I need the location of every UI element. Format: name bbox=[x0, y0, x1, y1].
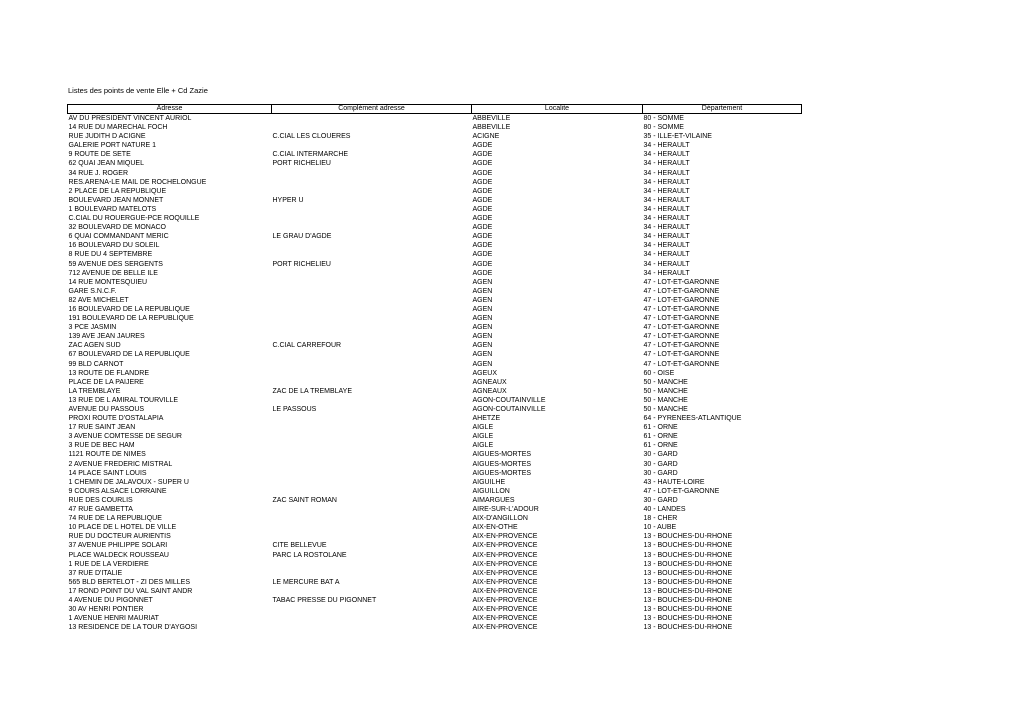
cell-localite: AGNEAUX bbox=[472, 387, 507, 395]
cell-departement: 30 - GARD bbox=[643, 496, 678, 504]
cell-complement-adresse bbox=[272, 369, 472, 378]
table-row bbox=[68, 614, 802, 623]
cell-localite: AIX-EN-PROVENCE bbox=[472, 533, 538, 541]
cell-departement: 47 - LOT-ET-GARONNE bbox=[643, 324, 720, 332]
cell-departement: 47 - LOT-ET-GARONNE bbox=[643, 315, 720, 323]
cell-complement-adresse bbox=[272, 350, 472, 359]
cell-departement: 47 - LOT-ET-GARONNE bbox=[643, 333, 720, 341]
cell-localite: AIX-EN-PROVENCE bbox=[472, 587, 538, 595]
cell-adresse: 8 RUE DU 4 SEPTEMBRE bbox=[68, 251, 153, 259]
cell-adresse: 1 BOULEVARD MATELOTS bbox=[68, 205, 157, 213]
cell-departement: 61 - ORNE bbox=[643, 424, 678, 432]
cell-complement-adresse: PARC LA ROSTOLANE bbox=[272, 551, 347, 559]
table-row bbox=[68, 159, 802, 168]
cell-localite: ACIGNE bbox=[472, 133, 500, 141]
table-row bbox=[68, 605, 802, 614]
table-row bbox=[68, 332, 802, 341]
cell-departement: 34 - HERAULT bbox=[643, 187, 690, 195]
cell-departement: 34 - HERAULT bbox=[643, 251, 690, 259]
cell-complement-adresse bbox=[272, 505, 472, 514]
table-row bbox=[68, 132, 802, 141]
cell-adresse: 712 AVENUE DE BELLE ILE bbox=[68, 269, 158, 277]
cell-departement: 13 - BOUCHES-DU-RHONE bbox=[643, 533, 733, 541]
cell-localite: ABBEVILLE bbox=[472, 124, 511, 132]
table-row bbox=[68, 314, 802, 323]
cell-complement-adresse bbox=[272, 469, 472, 478]
cell-localite: AIRE-SUR-L'ADOUR bbox=[472, 506, 539, 514]
cell-departement: 61 - ORNE bbox=[643, 433, 678, 441]
cell-complement-adresse bbox=[272, 623, 472, 632]
cell-departement: 34 - HERAULT bbox=[643, 233, 690, 241]
table-row bbox=[68, 478, 802, 487]
table-row bbox=[68, 114, 802, 124]
cell-localite: AHETZE bbox=[472, 415, 501, 423]
table-row bbox=[68, 414, 802, 423]
header-complement-adresse: Complément adresse bbox=[272, 105, 472, 114]
table-header bbox=[68, 105, 802, 114]
cell-localite: AGDE bbox=[472, 142, 493, 150]
cell-departement: 34 - HERAULT bbox=[643, 205, 690, 213]
table-row bbox=[68, 169, 802, 178]
points-of-sale-table bbox=[67, 104, 802, 632]
table-row bbox=[68, 214, 802, 223]
cell-localite: AGDE bbox=[472, 215, 493, 223]
cell-localite: AGEN bbox=[472, 278, 493, 286]
cell-departement: 30 - GARD bbox=[643, 460, 678, 468]
cell-adresse: 1121 ROUTE DE NIMES bbox=[68, 451, 146, 459]
cell-complement-adresse bbox=[272, 169, 472, 178]
table-row bbox=[68, 469, 802, 478]
table-row bbox=[68, 241, 802, 250]
cell-adresse: 13 RUE DE L AMIRAL TOURVILLE bbox=[68, 396, 179, 404]
cell-complement-adresse bbox=[272, 587, 472, 596]
cell-localite: AGEN bbox=[472, 360, 493, 368]
cell-adresse: 139 AVE JEAN JAURES bbox=[68, 333, 145, 341]
cell-complement-adresse bbox=[272, 569, 472, 578]
table-row bbox=[68, 460, 802, 469]
table-row bbox=[68, 387, 802, 396]
table-row bbox=[68, 532, 802, 541]
cell-adresse: 14 PLACE SAINT LOUIS bbox=[68, 469, 147, 477]
table-row bbox=[68, 196, 802, 205]
table-row bbox=[68, 278, 802, 287]
cell-localite: AIGUES-MORTES bbox=[472, 460, 532, 468]
cell-adresse: 30 AV HENRI PONTIER bbox=[68, 606, 144, 614]
cell-adresse: RES.ARENA-LE MAIL DE ROCHELONGUE bbox=[68, 178, 207, 186]
cell-adresse: 34 RUE J. ROGER bbox=[68, 169, 129, 177]
cell-localite: AIGLE bbox=[472, 442, 494, 450]
cell-localite: AGDE bbox=[472, 151, 493, 159]
table-row bbox=[68, 405, 802, 414]
cell-complement-adresse bbox=[272, 432, 472, 441]
cell-localite: AIGLE bbox=[472, 424, 494, 432]
cell-complement-adresse: ZAC DE LA TREMBLAYE bbox=[272, 387, 352, 395]
table-row bbox=[68, 523, 802, 532]
cell-departement: 47 - LOT-ET-GARONNE bbox=[643, 278, 720, 286]
cell-complement-adresse bbox=[272, 360, 472, 369]
cell-localite: ABBEVILLE bbox=[472, 115, 511, 122]
cell-complement-adresse bbox=[272, 314, 472, 323]
cell-adresse: 3 RUE DE BEC HAM bbox=[68, 442, 135, 450]
cell-localite: AIX-EN-PROVENCE bbox=[472, 606, 538, 614]
cell-departement: 80 - SOMME bbox=[643, 115, 684, 122]
cell-departement: 34 - HERAULT bbox=[643, 269, 690, 277]
cell-localite: AGEN bbox=[472, 315, 493, 323]
header-row bbox=[68, 105, 802, 114]
table-row bbox=[68, 587, 802, 596]
table-row bbox=[68, 541, 802, 550]
cell-departement: 13 - BOUCHES-DU-RHONE bbox=[643, 596, 733, 604]
cell-complement-adresse bbox=[272, 423, 472, 432]
cell-adresse: 17 RUE SAINT JEAN bbox=[68, 424, 136, 432]
cell-departement: 43 - HAUTE-LOIRE bbox=[643, 478, 705, 486]
cell-complement-adresse: C.CIAL INTERMARCHE bbox=[272, 151, 349, 159]
cell-adresse: 6 QUAI COMMANDANT MERIC bbox=[68, 233, 169, 241]
cell-adresse: 1 AVENUE HENRI MAURIAT bbox=[68, 615, 159, 623]
cell-departement: 60 - OISE bbox=[643, 369, 675, 377]
table-row bbox=[68, 396, 802, 405]
cell-adresse: 2 PLACE DE LA REPUBLIQUE bbox=[68, 187, 167, 195]
table-row bbox=[68, 505, 802, 514]
table-row bbox=[68, 178, 802, 187]
cell-adresse: 32 BOULEVARD DE MONACO bbox=[68, 224, 167, 232]
cell-complement-adresse bbox=[272, 114, 472, 124]
table-row bbox=[68, 123, 802, 132]
cell-departement: 64 - PYRENEES-ATLANTIQUE bbox=[643, 415, 742, 423]
table-row bbox=[68, 323, 802, 332]
cell-complement-adresse bbox=[272, 560, 472, 569]
cell-adresse: 565 BLD BERTELOT - ZI DES MILLES bbox=[68, 578, 191, 586]
cell-localite: AIX-EN-PROVENCE bbox=[472, 615, 538, 623]
header-departement: Département bbox=[643, 105, 802, 114]
table-row bbox=[68, 141, 802, 150]
cell-localite: AIGUILHE bbox=[472, 478, 506, 486]
cell-localite: AGDE bbox=[472, 269, 493, 277]
cell-complement-adresse bbox=[272, 250, 472, 259]
cell-adresse: 1 CHEMIN DE JALAVOUX - SUPER U bbox=[68, 478, 189, 486]
cell-adresse: 9 COURS ALSACE LORRAINE bbox=[68, 487, 167, 495]
cell-localite: AGEN bbox=[472, 287, 493, 295]
cell-localite: AGDE bbox=[472, 242, 493, 250]
cell-departement: 35 - ILLE-ET-VILAINE bbox=[643, 133, 712, 141]
cell-complement-adresse bbox=[272, 205, 472, 214]
cell-complement-adresse bbox=[272, 305, 472, 314]
cell-adresse: RUE JUDITH D ACIGNE bbox=[68, 133, 146, 141]
cell-complement-adresse bbox=[272, 487, 472, 496]
table-row bbox=[68, 232, 802, 241]
cell-departement: 34 - HERAULT bbox=[643, 260, 690, 268]
cell-localite: AGON-COUTAINVILLE bbox=[472, 396, 546, 404]
cell-localite: AIMARGUES bbox=[472, 496, 515, 504]
cell-adresse: 37 AVENUE PHILIPPE SOLARI bbox=[68, 542, 168, 550]
cell-localite: AGEN bbox=[472, 342, 493, 350]
cell-complement-adresse bbox=[272, 214, 472, 223]
cell-localite: AGEN bbox=[472, 324, 493, 332]
cell-complement-adresse bbox=[272, 223, 472, 232]
cell-adresse: 13 ROUTE DE FLANDRE bbox=[68, 369, 150, 377]
cell-departement: 50 - MANCHE bbox=[643, 387, 688, 395]
cell-complement-adresse: PORT RICHELIEU bbox=[272, 160, 331, 168]
cell-adresse: BOULEVARD JEAN MONNET bbox=[68, 196, 164, 204]
cell-localite: AIX-EN-PROVENCE bbox=[472, 551, 538, 559]
cell-complement-adresse bbox=[272, 323, 472, 332]
cell-adresse: 37 RUE D'ITALIE bbox=[68, 569, 123, 577]
cell-localite: AGDE bbox=[472, 178, 493, 186]
cell-localite: AGDE bbox=[472, 233, 493, 241]
cell-adresse: RUE DU DOCTEUR AURIENTIS bbox=[68, 533, 171, 541]
table-row bbox=[68, 496, 802, 505]
cell-departement: 34 - HERAULT bbox=[643, 224, 690, 232]
cell-departement: 34 - HERAULT bbox=[643, 178, 690, 186]
cell-complement-adresse bbox=[272, 287, 472, 296]
cell-complement-adresse bbox=[272, 614, 472, 623]
cell-adresse: 14 RUE DU MARECHAL FOCH bbox=[68, 124, 168, 132]
cell-departement: 34 - HERAULT bbox=[643, 215, 690, 223]
cell-localite: AGEN bbox=[472, 333, 493, 341]
table-row bbox=[68, 369, 802, 378]
cell-localite: AIGUES-MORTES bbox=[472, 469, 532, 477]
cell-adresse: GALERIE PORT NATURE 1 bbox=[68, 142, 157, 150]
table-row bbox=[68, 305, 802, 314]
cell-complement-adresse bbox=[272, 123, 472, 132]
cell-adresse: 99 BLD CARNOT bbox=[68, 360, 124, 368]
cell-localite: AGDE bbox=[472, 205, 493, 213]
cell-complement-adresse: C.CIAL CARREFOUR bbox=[272, 342, 342, 350]
cell-complement-adresse: PORT RICHELIEU bbox=[272, 260, 331, 268]
cell-localite: AIGUES-MORTES bbox=[472, 451, 532, 459]
cell-departement: 61 - ORNE bbox=[643, 442, 678, 450]
cell-adresse: LA TREMBLAYE bbox=[68, 387, 121, 395]
table-row bbox=[68, 269, 802, 278]
cell-adresse: 74 RUE DE LA REPUBLIQUE bbox=[68, 515, 162, 523]
cell-adresse: 2 AVENUE FREDERIC MISTRAL bbox=[68, 460, 173, 468]
cell-adresse: 62 QUAI JEAN MIQUEL bbox=[68, 160, 144, 168]
cell-departement: 47 - LOT-ET-GARONNE bbox=[643, 287, 720, 295]
cell-adresse: GARE S.N.C.F. bbox=[68, 287, 117, 295]
cell-adresse: 67 BOULEVARD DE LA REPUBLIQUE bbox=[68, 351, 190, 359]
table-row bbox=[68, 250, 802, 259]
cell-departement: 30 - GARD bbox=[643, 469, 678, 477]
cell-complement-adresse bbox=[272, 523, 472, 532]
cell-localite: AIX-D'ANGILLON bbox=[472, 515, 528, 523]
table-row bbox=[68, 350, 802, 359]
table-row bbox=[68, 378, 802, 387]
cell-localite: AIX-EN-PROVENCE bbox=[472, 578, 538, 586]
cell-adresse: AV DU PRESIDENT VINCENT AURIOL bbox=[68, 115, 192, 122]
cell-complement-adresse bbox=[272, 514, 472, 523]
cell-localite: AGEN bbox=[472, 305, 493, 313]
cell-departement: 34 - HERAULT bbox=[643, 160, 690, 168]
cell-complement-adresse bbox=[272, 296, 472, 305]
cell-complement-adresse bbox=[272, 450, 472, 459]
table-row bbox=[68, 596, 802, 605]
cell-adresse: ZAC AGEN SUD bbox=[68, 342, 121, 350]
table-row bbox=[68, 205, 802, 214]
cell-complement-adresse: CITE BELLEVUE bbox=[272, 542, 327, 550]
cell-departement: 47 - LOT-ET-GARONNE bbox=[643, 351, 720, 359]
cell-localite: AIGUILLON bbox=[472, 487, 510, 495]
cell-adresse: PLACE DE LA PAIJERE bbox=[68, 378, 144, 386]
table-row bbox=[68, 514, 802, 523]
cell-departement: 50 - MANCHE bbox=[643, 396, 688, 404]
cell-departement: 47 - LOT-ET-GARONNE bbox=[643, 360, 720, 368]
cell-adresse: 13 RESIDENCE DE LA TOUR D'AYGOSI bbox=[68, 624, 198, 632]
cell-adresse: 16 BOULEVARD DU SOLEIL bbox=[68, 242, 160, 250]
table-row bbox=[68, 578, 802, 587]
cell-adresse: 17 ROND POINT DU VAL SAINT ANDR bbox=[68, 587, 193, 595]
cell-adresse: RUE DES COURLIS bbox=[68, 496, 133, 504]
cell-adresse: AVENUE DU PASSOUS bbox=[68, 406, 145, 413]
cell-departement: 50 - MANCHE bbox=[643, 378, 688, 386]
cell-departement: 13 - BOUCHES-DU-RHONE bbox=[643, 569, 733, 577]
cell-localite: AIX-EN-PROVENCE bbox=[472, 569, 538, 577]
cell-departement: 34 - HERAULT bbox=[643, 142, 690, 150]
table-row bbox=[68, 441, 802, 450]
cell-localite: AIGLE bbox=[472, 433, 494, 441]
cell-departement: 34 - HERAULT bbox=[643, 151, 690, 159]
cell-complement-adresse: C.CIAL LES CLOUERES bbox=[272, 133, 351, 141]
cell-complement-adresse bbox=[272, 605, 472, 614]
cell-complement-adresse bbox=[272, 269, 472, 278]
cell-localite: AGDE bbox=[472, 160, 493, 168]
table-row bbox=[68, 623, 802, 632]
cell-localite: AGEN bbox=[472, 351, 493, 359]
cell-departement: 13 - BOUCHES-DU-RHONE bbox=[643, 578, 733, 586]
cell-localite: AGDE bbox=[472, 224, 493, 232]
table-row bbox=[68, 423, 802, 432]
cell-departement: 34 - HERAULT bbox=[643, 242, 690, 250]
cell-adresse: 16 BOULEVARD DE LA REPUBLIQUE bbox=[68, 305, 190, 313]
cell-complement-adresse bbox=[272, 241, 472, 250]
header-adresse: Adresse bbox=[68, 105, 272, 114]
cell-departement: 47 - LOT-ET-GARONNE bbox=[643, 342, 720, 350]
cell-adresse: 14 RUE MONTESQUIEU bbox=[68, 278, 148, 286]
cell-departement: 13 - BOUCHES-DU-RHONE bbox=[643, 560, 733, 568]
cell-adresse: 3 PCE JASMIN bbox=[68, 324, 117, 332]
cell-departement: 10 - AUBE bbox=[643, 524, 677, 532]
cell-localite: AGDE bbox=[472, 187, 493, 195]
cell-complement-adresse bbox=[272, 378, 472, 387]
cell-departement: 13 - BOUCHES-DU-RHONE bbox=[643, 551, 733, 559]
cell-adresse: PROXI ROUTE D'OSTALAPIA bbox=[68, 415, 164, 423]
cell-departement: 47 - LOT-ET-GARONNE bbox=[643, 487, 720, 495]
cell-complement-adresse: LE PASSOUS bbox=[272, 406, 317, 413]
table-row bbox=[68, 432, 802, 441]
cell-complement-adresse bbox=[272, 441, 472, 450]
cell-departement: 13 - BOUCHES-DU-RHONE bbox=[643, 606, 733, 614]
cell-adresse: 47 RUE GAMBETTA bbox=[68, 506, 133, 514]
cell-localite: AIX-EN-PROVENCE bbox=[472, 596, 538, 604]
cell-adresse: 3 AVENUE COMTESSE DE SEGUR bbox=[68, 433, 182, 441]
cell-departement: 40 - LANDES bbox=[643, 506, 686, 514]
cell-localite: AGON-COUTAINVILLE bbox=[472, 406, 546, 413]
table-row bbox=[68, 360, 802, 369]
cell-adresse: 191 BOULEVARD DE LA REPUBLIQUE bbox=[68, 315, 194, 323]
cell-localite: AGEUX bbox=[472, 369, 498, 377]
cell-localite: AIX-EN-PROVENCE bbox=[472, 560, 538, 568]
cell-adresse: PLACE WALDECK ROUSSEAU bbox=[68, 551, 169, 559]
cell-localite: AGEN bbox=[472, 296, 493, 304]
table-row bbox=[68, 223, 802, 232]
cell-localite: AGDE bbox=[472, 260, 493, 268]
table-row bbox=[68, 551, 802, 560]
cell-complement-adresse bbox=[272, 178, 472, 187]
cell-adresse: 82 AVE MICHELET bbox=[68, 296, 129, 304]
cell-adresse: 4 AVENUE DU PIGONNET bbox=[68, 596, 153, 604]
table-row bbox=[68, 187, 802, 196]
cell-complement-adresse: ZAC SAINT ROMAN bbox=[272, 496, 337, 504]
table-body bbox=[68, 114, 802, 633]
cell-departement: 34 - HERAULT bbox=[643, 169, 690, 177]
cell-adresse: C.CIAL DU ROUERGUE-PCE ROQUILLE bbox=[68, 215, 200, 223]
cell-complement-adresse bbox=[272, 478, 472, 487]
cell-localite: AGNEAUX bbox=[472, 378, 507, 386]
cell-departement: 47 - LOT-ET-GARONNE bbox=[643, 305, 720, 313]
cell-departement: 34 - HERAULT bbox=[643, 196, 690, 204]
table-row bbox=[68, 296, 802, 305]
cell-localite: AGDE bbox=[472, 196, 493, 204]
cell-adresse: 10 PLACE DE L HOTEL DE VILLE bbox=[68, 524, 177, 532]
document-title: Listes des points de vente Elle + Cd Zazie bbox=[68, 86, 208, 95]
cell-departement: 13 - BOUCHES-DU-RHONE bbox=[643, 624, 733, 632]
cell-complement-adresse bbox=[272, 141, 472, 150]
table-row bbox=[68, 487, 802, 496]
cell-adresse: 1 RUE DE LA VERDIERE bbox=[68, 560, 149, 568]
cell-departement: 47 - LOT-ET-GARONNE bbox=[643, 296, 720, 304]
cell-complement-adresse: HYPER U bbox=[272, 196, 304, 204]
cell-departement: 13 - BOUCHES-DU-RHONE bbox=[643, 615, 733, 623]
table-row bbox=[68, 450, 802, 459]
cell-departement: 18 - CHER bbox=[643, 515, 678, 523]
cell-departement: 30 - GARD bbox=[643, 451, 678, 459]
table-row bbox=[68, 341, 802, 350]
table-row bbox=[68, 260, 802, 269]
cell-complement-adresse: TABAC PRESSE DU PIGONNET bbox=[272, 596, 377, 604]
cell-localite: AIX-EN-PROVENCE bbox=[472, 624, 538, 632]
table-row bbox=[68, 287, 802, 296]
cell-localite: AGDE bbox=[472, 251, 493, 259]
cell-complement-adresse bbox=[272, 532, 472, 541]
cell-localite: AIX-EN-PROVENCE bbox=[472, 542, 538, 550]
cell-complement-adresse bbox=[272, 187, 472, 196]
cell-departement: 50 - MANCHE bbox=[643, 406, 688, 413]
cell-localite: AGDE bbox=[472, 169, 493, 177]
cell-departement: 13 - BOUCHES-DU-RHONE bbox=[643, 542, 733, 550]
cell-complement-adresse bbox=[272, 414, 472, 423]
cell-complement-adresse: LE MERCURE BAT A bbox=[272, 578, 340, 586]
cell-adresse: 59 AVENUE DES SERGENTS bbox=[68, 260, 163, 268]
table-row bbox=[68, 569, 802, 578]
cell-adresse: 9 ROUTE DE SETE bbox=[68, 151, 131, 159]
cell-complement-adresse bbox=[272, 332, 472, 341]
cell-localite: AIX-EN-OTHE bbox=[472, 524, 518, 532]
cell-departement: 80 - SOMME bbox=[643, 124, 684, 132]
cell-complement-adresse bbox=[272, 460, 472, 469]
table-row bbox=[68, 560, 802, 569]
cell-departement: 13 - BOUCHES-DU-RHONE bbox=[643, 587, 733, 595]
header-localite: Localite bbox=[472, 105, 643, 114]
table-row bbox=[68, 150, 802, 159]
cell-complement-adresse: LE GRAU D'AGDE bbox=[272, 233, 332, 241]
cell-complement-adresse bbox=[272, 278, 472, 287]
cell-complement-adresse bbox=[272, 396, 472, 405]
